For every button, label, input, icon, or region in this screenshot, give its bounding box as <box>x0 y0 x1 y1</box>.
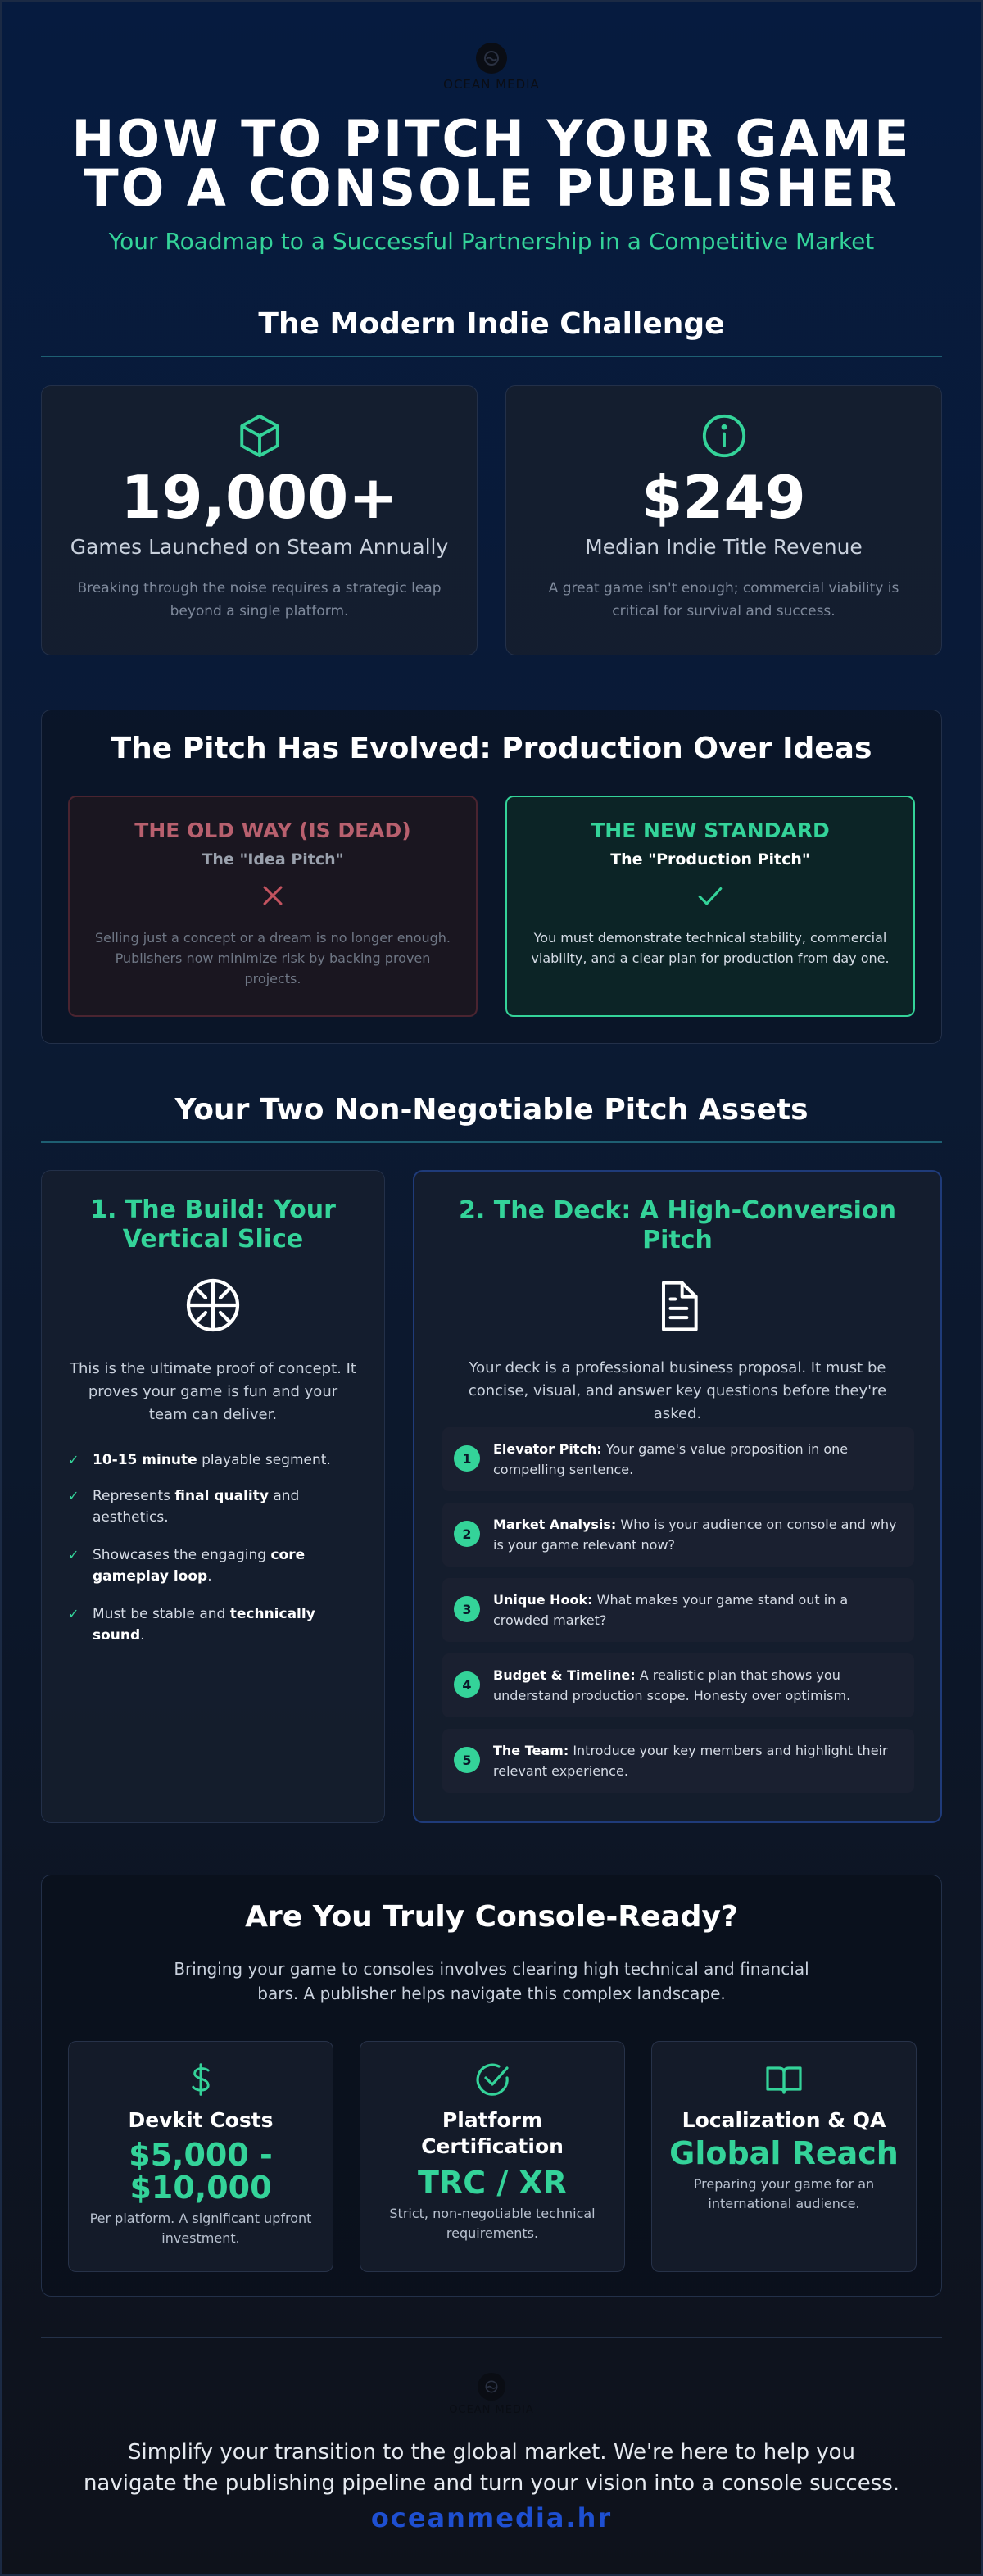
requirement-card <box>68 2041 333 2272</box>
logo-text: OCEAN MEDIA <box>449 2404 534 2416</box>
document-icon <box>414 1277 940 1339</box>
challenge-title: The Modern Indie Challenge <box>258 307 725 341</box>
hero-title-line-2: TO A CONSOLE PUBLISHER <box>84 158 899 218</box>
stat-label: Games Launched on Steam Annually <box>70 535 449 559</box>
info-icon <box>506 412 941 463</box>
stat-description: A great game isn't enough; commercial viability is critical for survival and success. <box>548 580 899 619</box>
header-logo <box>0 43 983 92</box>
cube-icon <box>42 412 477 463</box>
build-title: 1. The Build: Your Vertical Slice <box>90 1195 336 1254</box>
check-circle-icon <box>360 2060 624 2102</box>
item-number: 1 <box>454 1445 480 1472</box>
console-ready-title: Are You Truly Console-Ready? <box>245 1900 738 1934</box>
deck-card <box>413 1170 942 1823</box>
footer-divider <box>41 2337 942 2338</box>
build-description: This is the ultimate proof of concept. It proves your game is fun and your team can deliver. <box>70 1360 356 1423</box>
console-ready-panel <box>41 1875 942 2297</box>
deck-list-item: 2 Market Analysis: Who is your audience on console and why is your game relevant now? <box>442 1503 914 1567</box>
requirement-title: Localization & QA <box>682 2108 886 2132</box>
close-icon <box>70 882 476 913</box>
requirement-description: Strict, non-negotiable technical requirements. <box>389 2206 596 2241</box>
new-standard-description: You must demonstrate technical stability, commercial viability, and a clear plan for production from day one. <box>531 930 890 966</box>
old-way-description: Selling just a concept or a dream is no longer enough. Publishers now minimize risk by backing proven projects. <box>94 930 451 986</box>
logo-mark-icon <box>476 43 507 74</box>
deck-list-item: 5 The Team: Introduce your key members and highlight their relevant experience. <box>442 1729 914 1793</box>
build-card: 1. The Build: Your Vertical Slice This is the ultimate proof of concept. It proves your game is fun and your team can deliver. ✓ 10-15 minute playable segment. ✓ Represents final quality and aesthetics. ✓ Showcases the engaging core gameplay loop. ✓ Must be stable and technically sound. <box>41 1170 385 1823</box>
new-standard-heading: THE NEW STANDARD <box>591 819 830 842</box>
footer-text: Simplify your transition to the global market. We're here to help you navigate the publishing pipeline and turn your vision into a console success. <box>83 2440 900 2496</box>
old-way-heading: THE OLD WAY (IS DEAD) <box>134 819 411 842</box>
footer-link[interactable]: oceanmedia.hr <box>370 2502 613 2533</box>
book-icon <box>652 2060 916 2102</box>
requirement-value: TRC / XR <box>418 2165 567 2201</box>
deck-description: Your deck is a professional business proposal. It must be concise, visual, and answer key questions before they're asked. <box>468 1359 887 1422</box>
requirement-value: $5,000 - $10,000 <box>129 2137 273 2206</box>
requirement-card <box>651 2041 917 2272</box>
requirement-title: Platform Certification <box>421 2108 564 2158</box>
item-number: 5 <box>454 1747 480 1773</box>
console-ready-intro: Bringing your game to consoles involves clearing high technical and financial bars. A publisher helps navigate this complex landscape. <box>174 1959 809 2003</box>
hero-title-line-1: HOW TO PITCH YOUR GAME <box>71 109 912 169</box>
stat-label: Median Indie Title Revenue <box>585 535 863 559</box>
item-number: 3 <box>454 1596 480 1622</box>
stat-value: 19,000+ <box>120 463 398 532</box>
evolution-panel <box>41 710 942 1044</box>
footer-logo <box>0 2373 983 2416</box>
deck-title: 2. The Deck: A High-Conversion Pitch <box>459 1196 896 1254</box>
stat-card <box>41 385 478 655</box>
requirement-card <box>360 2041 625 2272</box>
hero-title <box>0 109 983 218</box>
item-number: 4 <box>454 1671 480 1698</box>
assets-title: Your Two Non-Negotiable Pitch Assets <box>174 1093 809 1127</box>
old-way-box <box>68 796 478 1017</box>
logo-text: OCEAN MEDIA <box>443 77 540 92</box>
new-standard-box <box>505 796 915 1017</box>
stat-value: $249 <box>641 463 806 532</box>
check-icon: ✓ <box>68 1547 79 1562</box>
requirement-value: Global Reach <box>669 2135 899 2171</box>
logo-mark-icon <box>478 2373 505 2401</box>
check-icon: ✓ <box>68 1452 79 1467</box>
evolution-title: The Pitch Has Evolved: Production Over Ideas <box>111 732 872 765</box>
section-divider <box>41 356 942 357</box>
check-icon: ✓ <box>68 1488 79 1503</box>
stat-description: Breaking through the noise requires a strategic leap beyond a single platform. <box>77 580 442 619</box>
requirement-description: Preparing your game for an international audience. <box>693 2176 875 2211</box>
check-icon: ✓ <box>68 1606 79 1621</box>
item-number: 2 <box>454 1521 480 1547</box>
old-way-subtitle: The "Idea Pitch" <box>202 850 344 868</box>
hero-subtitle: Your Roadmap to a Successful Partnership in a Competitive Market <box>108 228 875 255</box>
requirement-title: Devkit Costs <box>128 2108 274 2132</box>
dollar-icon <box>69 2060 333 2102</box>
new-standard-subtitle: The "Production Pitch" <box>610 850 810 868</box>
deck-list-item: 4 Budget & Timeline: A realistic plan that shows you understand production scope. Honesty over optimism. <box>442 1653 914 1717</box>
deck-list-item: 3 Unique Hook: What makes your game stand out in a crowded market? <box>442 1578 914 1642</box>
requirement-description: Per platform. A significant upfront investment. <box>89 2211 312 2246</box>
checkmark-icon <box>507 882 913 913</box>
deck-list-item: 1 Elevator Pitch: Your game's value proposition in one compelling sentence. <box>442 1427 914 1491</box>
section-divider <box>41 1141 942 1143</box>
target-icon <box>42 1276 384 1338</box>
stat-card <box>505 385 942 655</box>
